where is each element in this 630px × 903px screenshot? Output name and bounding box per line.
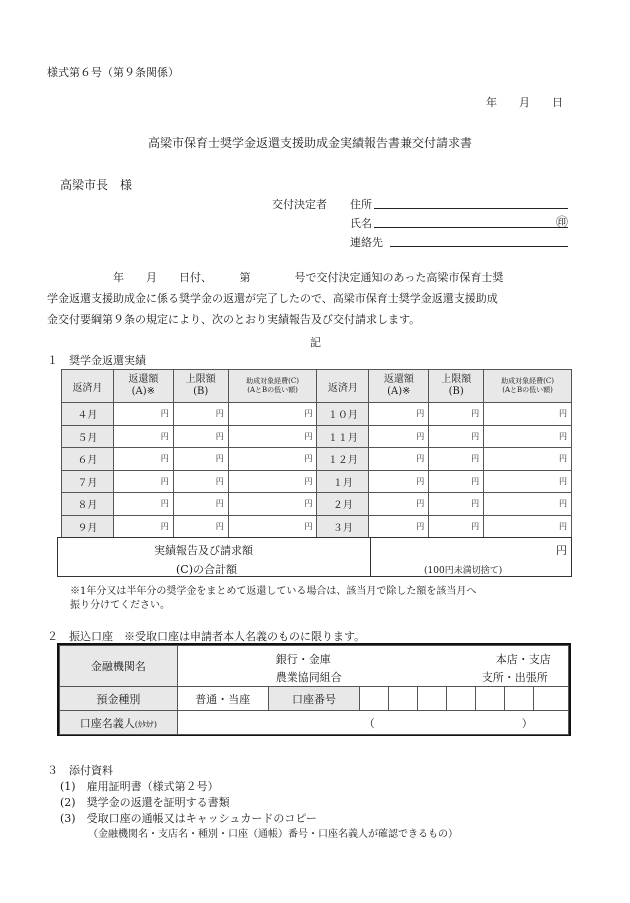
repay-amount-cell[interactable]: 円 xyxy=(369,425,429,448)
subsidy-amount-cell[interactable]: 円 xyxy=(228,470,317,493)
header-month: 返済月 xyxy=(62,370,114,403)
month-cell: ３月 xyxy=(317,515,369,538)
month-cell: ９月 xyxy=(62,515,114,538)
seal-mark: ㊞ xyxy=(556,215,569,229)
name-field[interactable] xyxy=(374,215,568,228)
month-cell: １１月 xyxy=(317,425,369,448)
bank-label: 金融機関名 xyxy=(60,646,178,687)
deposit-label: 預金種別 xyxy=(60,687,178,711)
limit-amount-cell[interactable]: 円 xyxy=(173,470,228,493)
holder-label: 口座名義人(ｶﾀｶﾅ) xyxy=(60,711,178,735)
section1-heading: １ 奨学金返還実績 xyxy=(47,354,146,367)
table-row xyxy=(62,403,572,426)
bank-name-field[interactable]: 銀行・金庫 農業協同組合 本店・支店 支所・出張所 xyxy=(177,646,568,687)
table-row xyxy=(62,448,572,471)
subsidy-amount-cell[interactable]: 円 xyxy=(228,425,317,448)
footnote-1: ※1年分又は半年分の奨学金をまとめて返還している場合は、該当月で除した額を該当月へ xyxy=(70,586,477,597)
attachment-item-3: (3) 受取口座の通帳又はキャッシュカードのコピー xyxy=(60,812,317,825)
attachment-item-1: (1) 雇用証明書（様式第２号） xyxy=(60,780,219,793)
subsidy-amount-cell[interactable]: 円 xyxy=(484,493,572,516)
limit-amount-cell[interactable]: 円 xyxy=(429,448,484,471)
form-number: 様式第６号（第９条関係） xyxy=(47,66,179,79)
body-line-3: 金交付要綱第９条の規定により、次のとおり実績報告及び交付請求します。 xyxy=(47,313,421,326)
limit-amount-cell[interactable]: 円 xyxy=(173,515,228,538)
limit-amount-cell[interactable]: 円 xyxy=(429,425,484,448)
month-cell: １２月 xyxy=(317,448,369,471)
header-month: 返済月 xyxy=(317,370,369,403)
limit-amount-cell[interactable]: 円 xyxy=(429,403,484,426)
repay-amount-cell[interactable]: 円 xyxy=(113,470,173,493)
header-limit: 上限額 (B) xyxy=(429,370,484,403)
repay-amount-cell[interactable]: 円 xyxy=(369,448,429,471)
section2-heading: ２ 振込口座 ※受取口座は申請者本人名義のものに限ります。 xyxy=(47,630,366,643)
account-digit-1[interactable] xyxy=(360,687,389,711)
repay-amount-cell[interactable]: 円 xyxy=(113,425,173,448)
header-repay: 返還額 (A)※ xyxy=(113,370,173,403)
limit-amount-cell[interactable]: 円 xyxy=(429,493,484,516)
contact-label: 連絡先 xyxy=(350,236,383,249)
subsidy-amount-cell[interactable]: 円 xyxy=(228,493,317,516)
holder-field[interactable]: （ ） xyxy=(177,711,568,735)
address-label: 住所 xyxy=(350,198,372,211)
month-cell: ４月 xyxy=(62,403,114,426)
contact-field[interactable] xyxy=(390,234,568,247)
body-line-1: 年 月 日付、 第 号で交付決定通知のあった高梁市保育士奨 xyxy=(113,271,504,284)
header-subsidy: 助成対象経費(C) (AとBの低い額) xyxy=(484,370,572,403)
header-repay: 返還額 (A)※ xyxy=(369,370,429,403)
header-subsidy: 助成対象経費(C) (AとBの低い額) xyxy=(228,370,317,403)
limit-amount-cell[interactable]: 円 xyxy=(173,493,228,516)
table-row xyxy=(62,493,572,516)
addressee: 高梁市長 様 xyxy=(60,178,133,192)
account-digit-7[interactable] xyxy=(534,687,569,711)
repay-amount-cell[interactable]: 円 xyxy=(369,493,429,516)
account-digit-4[interactable] xyxy=(447,687,476,711)
subsidy-amount-cell[interactable]: 円 xyxy=(484,515,572,538)
account-digit-6[interactable] xyxy=(505,687,534,711)
limit-amount-cell[interactable]: 円 xyxy=(173,425,228,448)
month-cell: ８月 xyxy=(62,493,114,516)
account-number-label: 口座番号 xyxy=(268,687,360,711)
repay-amount-cell[interactable]: 円 xyxy=(113,515,173,538)
table-row xyxy=(62,470,572,493)
subsidy-amount-cell[interactable]: 円 xyxy=(484,470,572,493)
total-note: (100円未満切捨て) xyxy=(424,566,503,576)
bank-table xyxy=(59,645,569,735)
total-yen: 円 xyxy=(556,544,567,557)
date-line: 年 月 日 xyxy=(486,96,563,109)
repay-amount-cell[interactable]: 円 xyxy=(369,403,429,426)
limit-amount-cell[interactable]: 円 xyxy=(429,470,484,493)
header-limit: 上限額 (B) xyxy=(173,370,228,403)
repayment-table xyxy=(61,369,572,538)
table-row xyxy=(62,515,572,538)
month-cell: ２月 xyxy=(317,493,369,516)
total-amount-field[interactable] xyxy=(372,546,552,559)
subsidy-amount-cell[interactable]: 円 xyxy=(228,448,317,471)
footnote-2: 振り分けてください。 xyxy=(70,600,170,611)
subsidy-amount-cell[interactable]: 円 xyxy=(228,403,317,426)
repay-amount-cell[interactable]: 円 xyxy=(369,515,429,538)
subsidy-amount-cell[interactable]: 円 xyxy=(484,403,572,426)
account-digit-2[interactable] xyxy=(389,687,418,711)
subsidy-amount-cell[interactable]: 円 xyxy=(228,515,317,538)
subsidy-amount-cell[interactable]: 円 xyxy=(484,425,572,448)
deposit-type-field[interactable]: 普通・当座 xyxy=(177,687,268,711)
month-cell: ６月 xyxy=(62,448,114,471)
table-row xyxy=(62,425,572,448)
account-digit-3[interactable] xyxy=(418,687,447,711)
month-cell: １月 xyxy=(317,470,369,493)
limit-amount-cell[interactable]: 円 xyxy=(173,403,228,426)
repay-amount-cell[interactable]: 円 xyxy=(113,448,173,471)
month-cell: ７月 xyxy=(62,470,114,493)
total-divider xyxy=(370,537,371,577)
address-field[interactable] xyxy=(374,196,568,209)
page-title: 高梁市保育士奨学金返還支援助成金実績報告書兼交付請求書 xyxy=(148,136,473,150)
subsidy-amount-cell[interactable]: 円 xyxy=(484,448,572,471)
limit-amount-cell[interactable]: 円 xyxy=(429,515,484,538)
month-cell: １０月 xyxy=(317,403,369,426)
month-cell: ５月 xyxy=(62,425,114,448)
body-line-2: 学金返還支援助成金に係る奨学金の返還が完了したので、高梁市保育士奨学金返還支援助成 xyxy=(47,292,498,305)
repay-amount-cell[interactable]: 円 xyxy=(113,403,173,426)
attachment-note: （金融機関名・支店名・種別・口座（通帳）番号・口座名義人が確認できるもの） xyxy=(88,829,458,840)
section3-heading: ３ 添付資料 xyxy=(47,764,113,777)
repay-amount-cell[interactable]: 円 xyxy=(113,493,173,516)
repay-amount-cell[interactable]: 円 xyxy=(369,470,429,493)
ki-mark: 記 xyxy=(310,336,321,349)
account-digit-5[interactable] xyxy=(476,687,505,711)
attachment-item-2: (2) 奨学金の返還を証明する書類 xyxy=(60,796,230,809)
applicant-label: 交付決定者 xyxy=(272,198,327,211)
total-label-1: 実績報告及び請求額 xyxy=(154,544,253,557)
name-label: 氏名 xyxy=(350,217,372,230)
total-label-2: (C)の合計額 xyxy=(176,563,237,576)
limit-amount-cell[interactable]: 円 xyxy=(173,448,228,471)
